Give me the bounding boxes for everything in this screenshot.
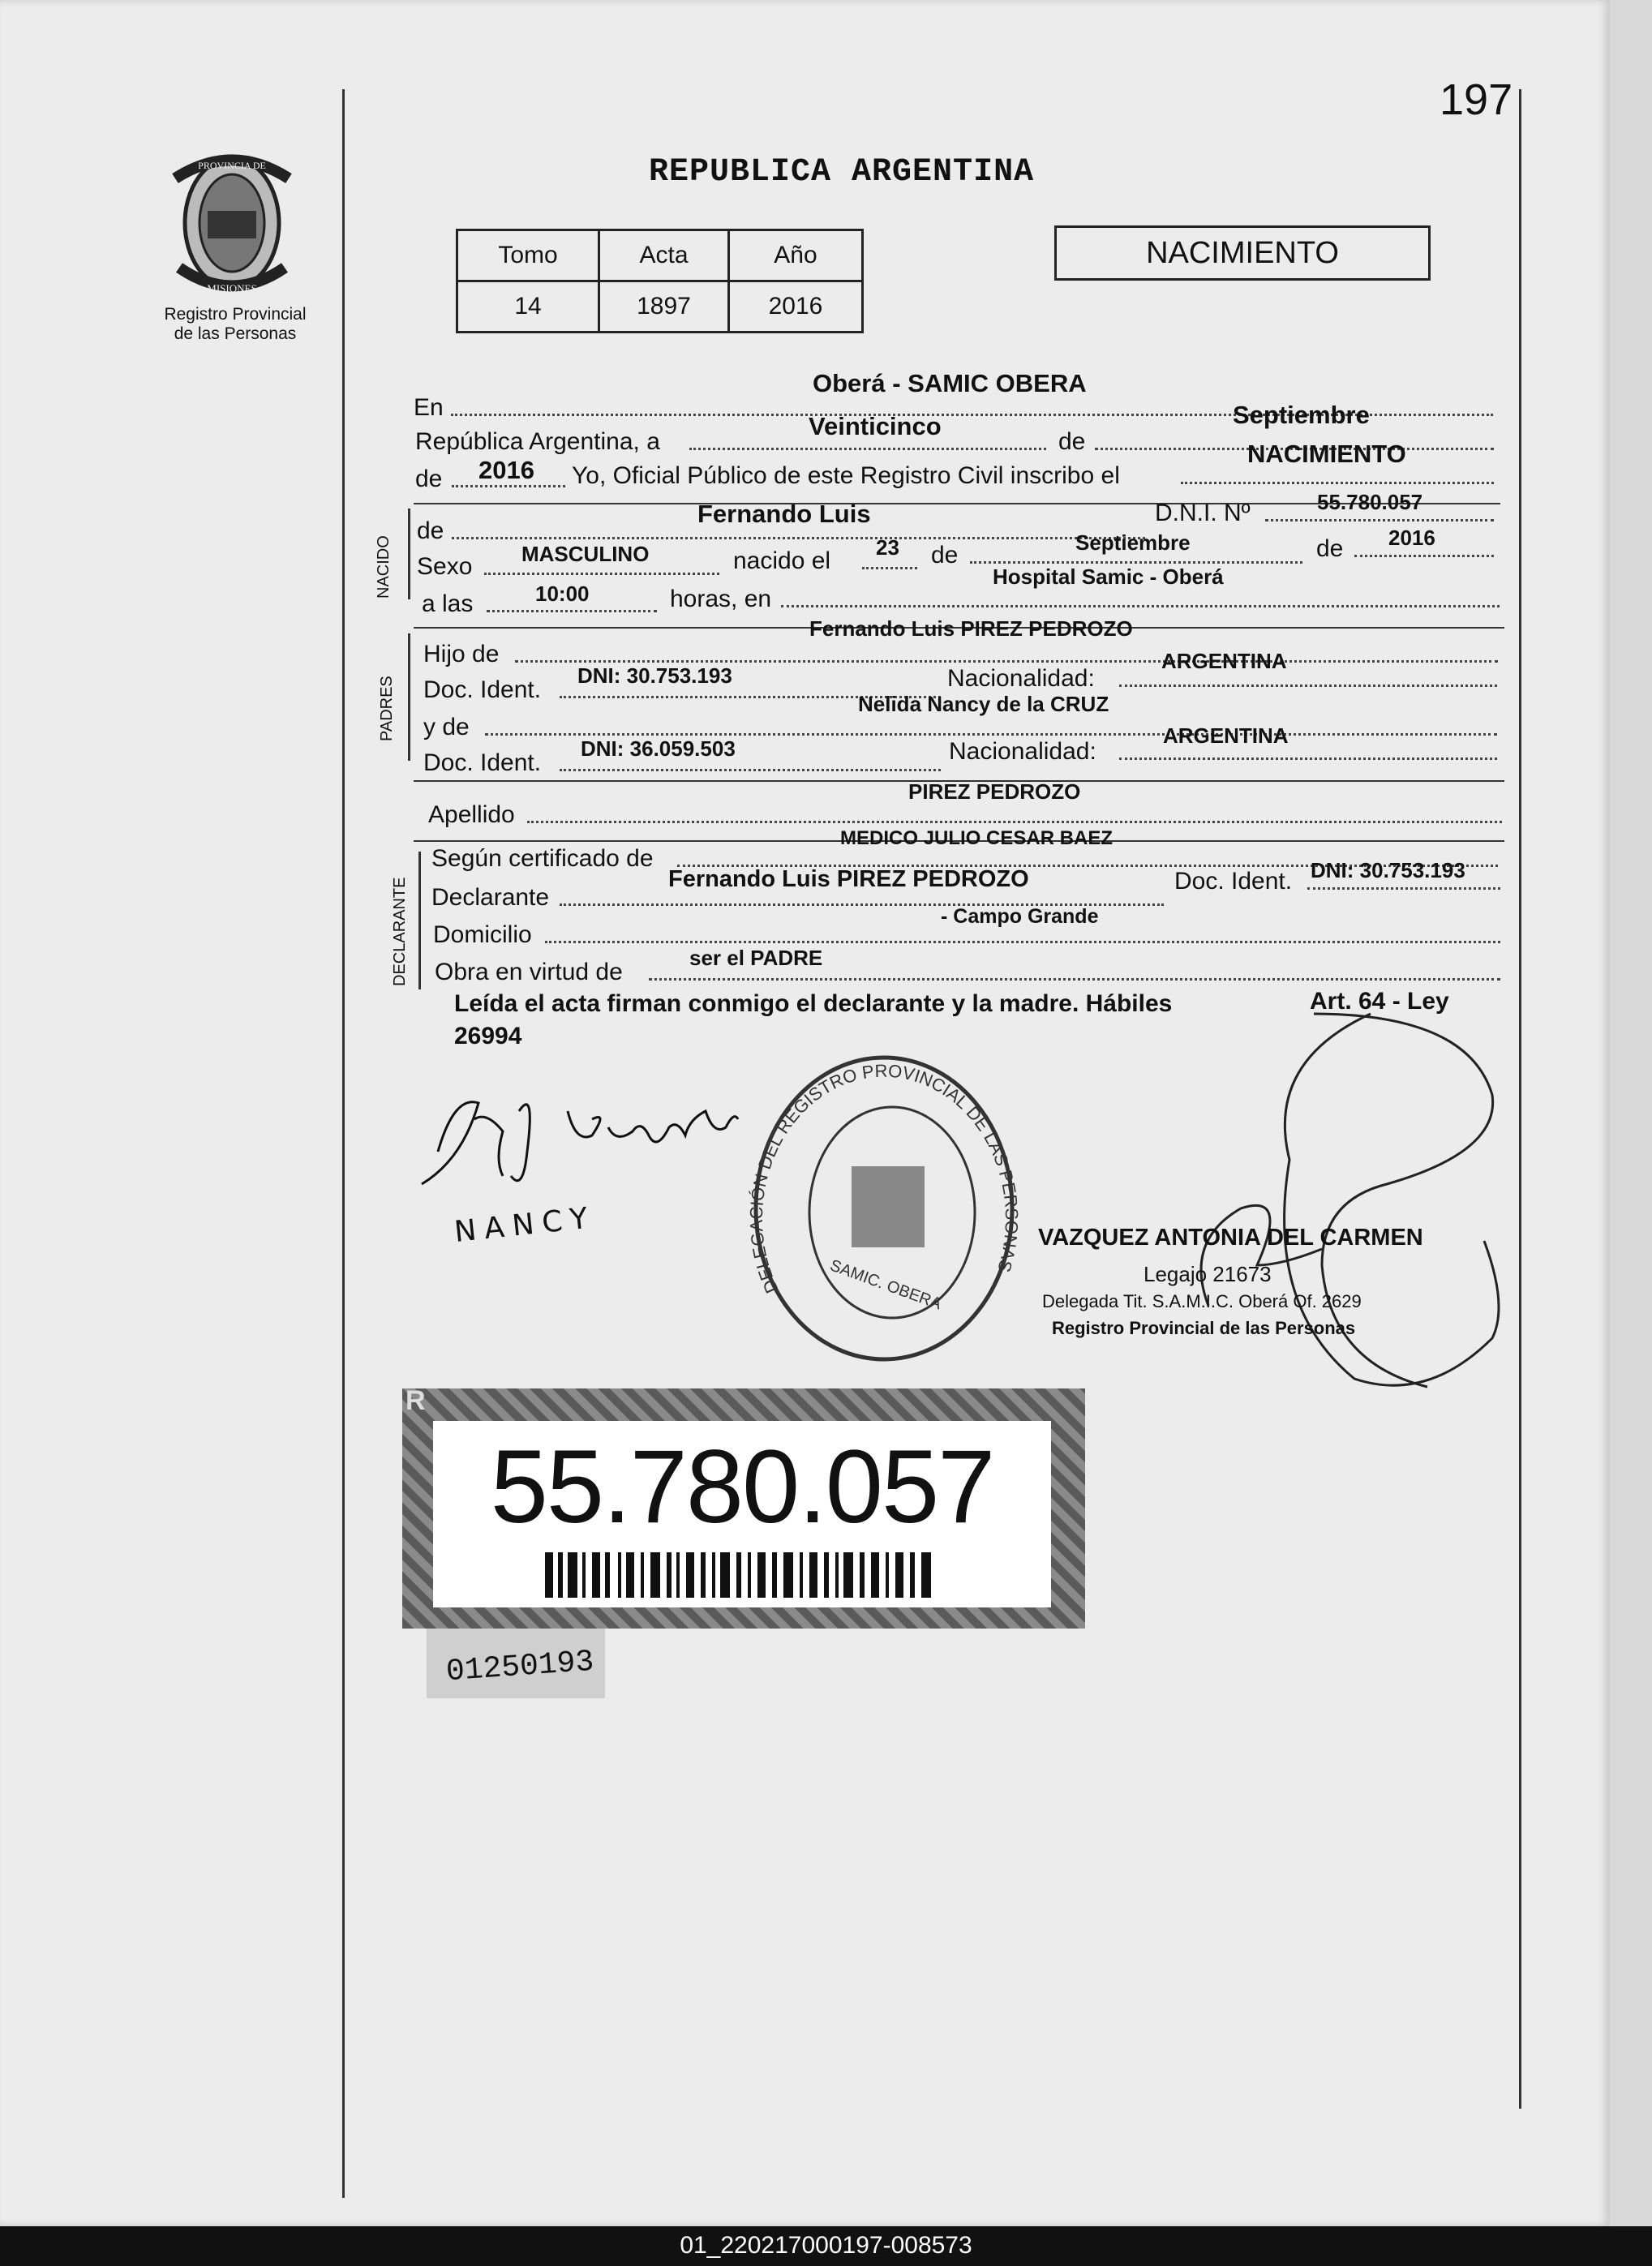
header-ano: Año [729,230,863,281]
label-declarant-doc: Doc. Ident. [1174,868,1293,895]
value-birth-day: 23 [876,535,899,560]
dotted-line [545,941,1500,943]
section-bracket [418,852,421,989]
official-legajo: Legajo 21673 [1144,1262,1272,1286]
dotted-line [484,573,719,575]
value-birth-month: Septiembre [1075,530,1191,555]
dotted-line [1181,482,1494,484]
label-father-nat: Nacionalidad: [947,665,1095,692]
section-label-born: NACIDO [375,535,393,599]
value-birth-place: Hospital Samic - Oberá [993,564,1224,589]
dotted-line [527,821,1502,823]
official-signature [1079,998,1533,1419]
label-acts-by: Obra en virtud de [435,959,623,985]
label-surname: Apellido [428,801,515,828]
dotted-line [862,567,917,569]
closing-text: Leída el acta firman conmigo el declarante y la madre. Hábiles [454,990,1173,1017]
official-registry: Registro Provincial de las Personas [1052,1318,1356,1338]
mother-signature-print: NANCY [453,1200,598,1250]
label-republic: República Argentina, a [415,428,660,455]
value-tomo: 14 [457,281,599,333]
value-father-doc: DNI: 30.753.193 [577,663,732,688]
dotted-line [1354,555,1494,557]
control-number: 01250193 [444,1644,595,1690]
section-label-parents: PADRES [378,676,396,741]
label-son-of: Hijo de [423,641,500,667]
dotted-line [452,485,565,487]
label-born-de2: de [931,542,959,569]
officer-text: Yo, Oficial Público de este Registro Civil inscribo el [572,462,1120,489]
value-acts-by: ser el PADRE [689,946,823,970]
label-de: de [1058,428,1086,455]
value-place: Oberá - SAMIC OBERA [813,369,1087,397]
value-child-dni: 55.780.057 [1317,490,1423,514]
registry-line-1: Registro Provincial [164,305,307,324]
label-at: a las [422,590,474,617]
label-hours-in: horas, en [670,586,772,612]
barcode [545,1552,939,1598]
dotted-line [649,978,1500,981]
seal-text: DELEGACIÓN DEL REGISTRO PROVINCIAL DE LAS PERSONAS [746,1060,1022,1297]
value-address: - Campo Grande [941,905,1099,928]
value-acta: 1897 [599,281,729,333]
value-ano: 2016 [729,281,863,333]
dni-number: 55.780.057 [490,1429,994,1545]
value-birth-year: 2016 [1388,526,1435,550]
label-de-year: de [415,466,443,492]
dni-sticker [402,1385,1085,1629]
record-table [456,229,864,333]
value-month: Septiembre [1233,401,1370,429]
value-declarant-doc: DNI: 30.753.193 [1311,858,1465,882]
misiones-coat-of-arms [159,146,305,308]
label-certificate: Según certificado de [431,845,654,872]
dotted-line [1265,519,1494,521]
header-acta: Acta [599,230,729,281]
dni-sticker-label [433,1421,1051,1607]
section-bracket [408,633,410,761]
value-father-name: Fernando Luis PIREZ PEDROZO [809,616,1133,641]
dotted-line [689,448,1046,450]
value-child-name: Fernando Luis [697,500,871,528]
value-father-nat: ARGENTINA [1161,649,1287,673]
value-surname: PIREZ PEDROZO [908,779,1081,804]
label-en: En [414,394,444,421]
label-dni: D.N.I. Nº [1155,500,1251,526]
dotted-line [485,733,1497,736]
logo-text-bottom: MISIONES [207,282,257,294]
dotted-line [1119,757,1497,760]
page-number: 197 [1440,75,1513,124]
official-name: VAZQUEZ ANTONIA DEL CARMEN [1038,1225,1423,1251]
page-edge [1610,0,1652,2226]
sticker-letter: R [405,1385,426,1416]
value-certificate: MEDICO JULIO CESAR BAEZ [840,827,1113,849]
dotted-line [970,561,1302,564]
label-address: Domicilio [433,921,532,948]
value-day-words: Veinticinco [809,412,942,440]
label-sex: Sexo [417,553,473,580]
official-role: Delegada Tit. S.A.M.I.C. Oberá Of. 2629 [1042,1291,1362,1311]
left-margin-line [342,89,345,2198]
value-sex: MASCULINO [521,542,650,566]
value-birth-time: 10:00 [535,582,590,606]
value-mother-name: Nelida Nancy de la CRUZ [858,692,1109,716]
dotted-line [781,605,1500,607]
label-mother-nat: Nacionalidad: [949,738,1096,765]
dotted-line [1307,887,1500,890]
header-tomo: Tomo [457,230,599,281]
law-reference: Art. 64 - Ley [1310,988,1449,1015]
scan-id: 01_220217000197-008573 [680,2232,972,2259]
value-declarant: Fernando Luis PIREZ PEDROZO [668,866,1029,892]
label-born-de: de [417,517,444,544]
value-mother-doc: DNI: 36.059.503 [581,736,736,761]
dotted-line [515,660,1498,663]
value-mother-nat: ARGENTINA [1163,723,1289,748]
label-born-de3: de [1316,535,1344,562]
dotted-line [487,610,657,612]
control-number-tag [427,1629,605,1698]
document-title: REPUBLICA ARGENTINA [649,154,1035,191]
section-label-declarant: DECLARANTE [391,877,409,986]
value-year: 2016 [478,456,534,484]
section-bracket [408,509,410,599]
label-mother-doc: Doc. Ident. [423,749,542,776]
law-number: 26994 [454,1023,522,1049]
value-registered: NACIMIENTO [1247,440,1406,468]
label-born-on: nacido el [733,547,831,574]
logo-text-top: PROVINCIA DE [198,160,266,171]
registry-line-2: de las Personas [174,324,297,343]
label-and-of: y de [423,714,470,740]
record-type-box: NACIMIENTO [1054,225,1431,281]
registry-name [138,305,333,344]
declarant-signature [405,1062,762,1200]
dotted-line [560,769,941,771]
dotted-line [452,537,1145,539]
label-declarant: Declarante [431,884,550,911]
label-father-doc: Doc. Ident. [423,676,542,703]
seal-inner-text: SAMIC. OBERA [827,1256,944,1314]
dotted-line [1119,685,1497,687]
registry-seal [746,1046,1022,1371]
